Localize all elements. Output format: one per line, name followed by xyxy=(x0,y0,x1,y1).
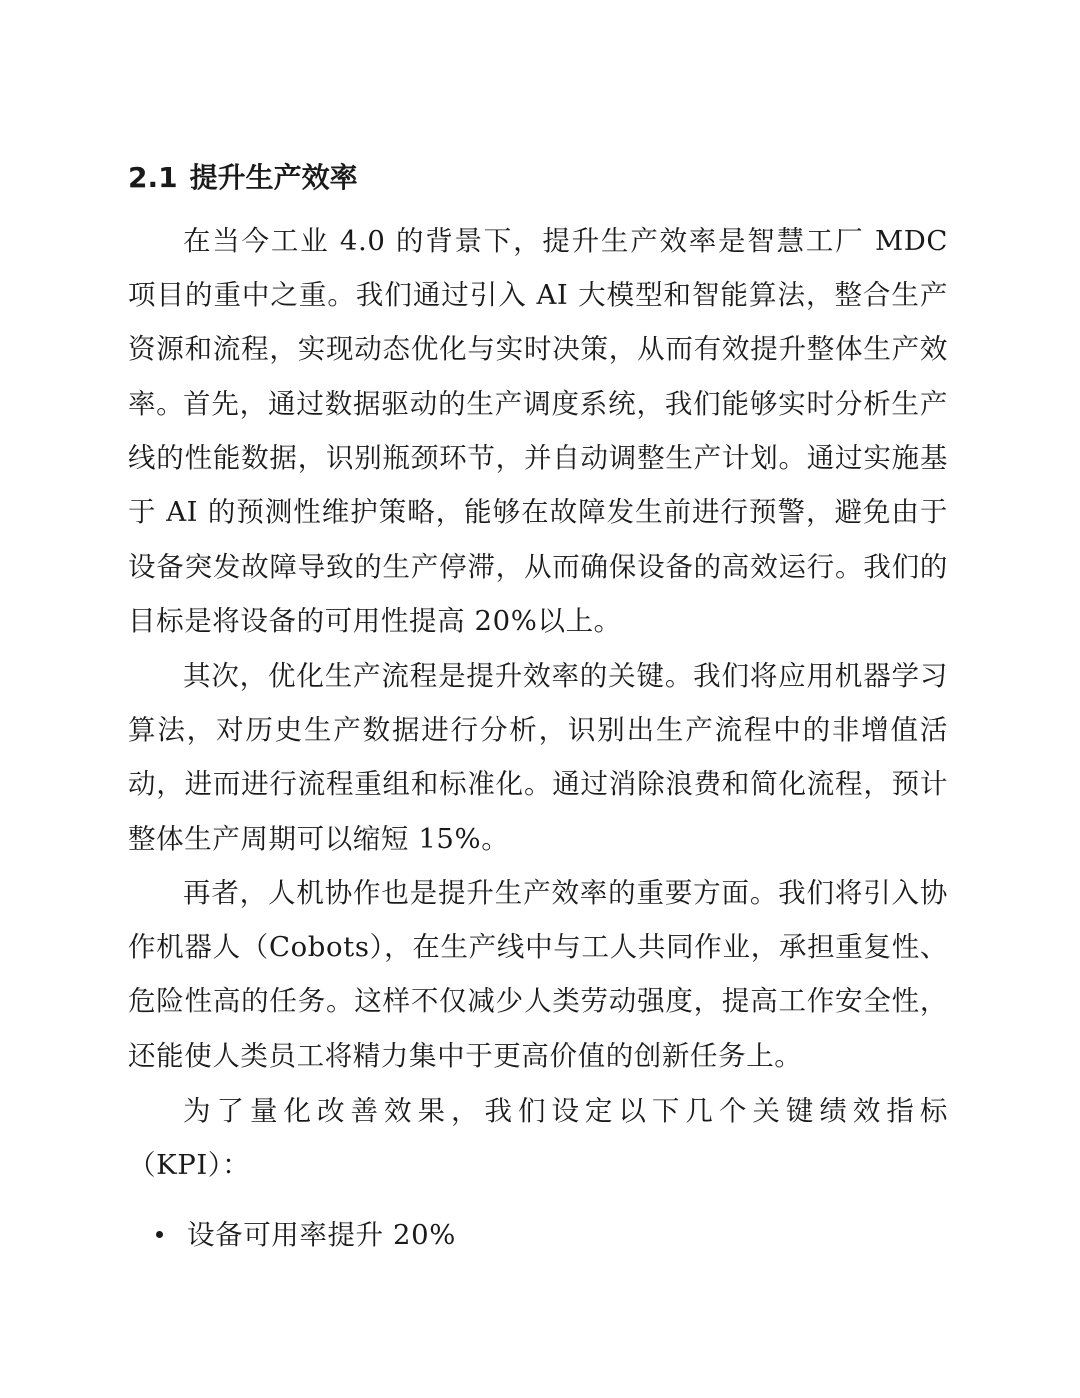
paragraph-first xyxy=(128,377,948,648)
paragraph-text: 为了量化改善效果，我们设定以下几个关键绩效指标（KPI）： xyxy=(128,1095,948,1182)
paragraph-text: 其次，优化生产流程是提升效率的关键。我们将应用机器学习算法，对历史生产数据进行分析，识别出生产流程中的非增值活动，进而进行流程重组和标准化。通过消除浪费和简化流程，预计整体生产周期可以缩短 15%。 xyxy=(128,660,948,855)
section-number: 2.1 xyxy=(128,161,178,194)
paragraph-second xyxy=(128,649,948,866)
bullet-icon xyxy=(156,1231,163,1238)
paragraph-third xyxy=(128,866,948,1083)
paragraph-text: 首先，通过数据驱动的生产调度系统，我们能够实时分析生产线的性能数据，识别瓶颈环节，并自动调整生产计划。通过实施基于 AI 的预测性维护策略，能够在故障发生前进行预警，避免由于设备突发故障导致的生产停滞，从而确保设备的高效运行。我们的目标是将设备的可用性提高 20%以上。 xyxy=(128,388,948,637)
section-title: 提升生产效率 xyxy=(189,161,358,194)
section-heading xyxy=(128,156,358,200)
paragraph-text: 再者，人机协作也是提升生产效率的重要方面。我们将引入协作机器人（Cobots），在生产线中与工人共同作业，承担重复性、危险性高的任务。这样不仅减少人类劳动强度，提高工作安全性，还能使人类员工将精力集中于更高价值的创新任务上。 xyxy=(128,877,948,1072)
paragraph-kpi-intro xyxy=(128,1084,948,1192)
paragraph-text: 在当今工业 4.0 的背景下，提升生产效率是智慧工厂 MDC 项目的重中之重。我们通过引入 AI 大模型和智能算法，整合生产资源和流程，实现动态优化与实时决策，从而有效提升整体生产效率。 xyxy=(128,225,948,420)
kpi-item-text: 设备可用率提升 20% xyxy=(187,1219,456,1251)
kpi-list-item xyxy=(156,1210,456,1260)
